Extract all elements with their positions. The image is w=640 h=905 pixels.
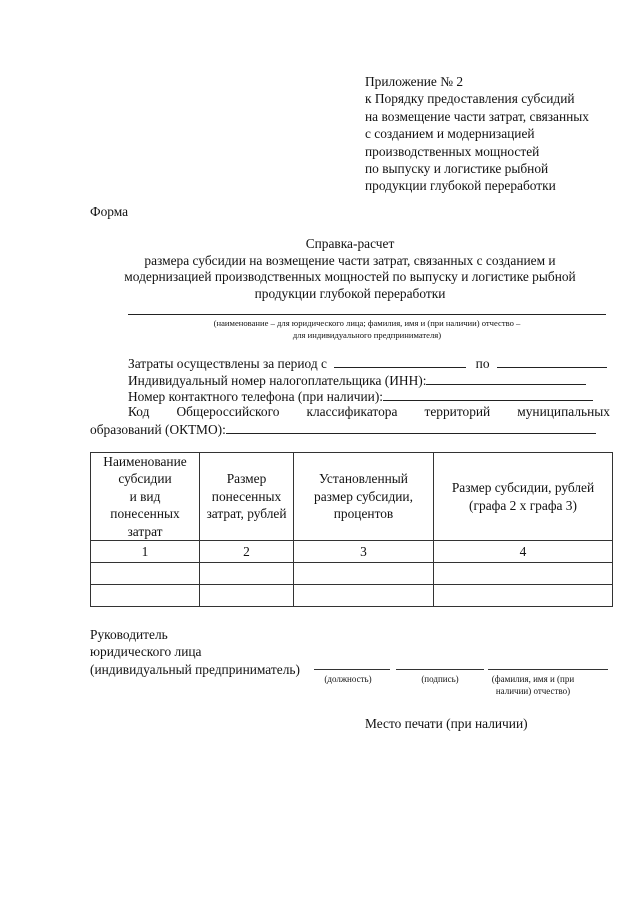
subsidy-table: [90, 452, 613, 607]
caption-line: (фамилия, имя и (при: [491, 674, 575, 684]
table-cell[interactable]: [91, 585, 200, 607]
appendix-block: [365, 73, 625, 195]
header-line: Наименование: [103, 454, 187, 469]
full-name-field[interactable]: [488, 669, 608, 670]
column-number: 2: [200, 541, 294, 563]
column-number: 1: [91, 541, 200, 563]
title-line: модернизацией производственных мощностей по выпуску и логистике рыбной: [124, 269, 576, 285]
oktmo-word: Общероссийского: [176, 404, 280, 419]
position-caption: (должность): [324, 674, 372, 684]
period-label: Затраты осуществлены за период с: [128, 356, 327, 371]
header-line: размер субсидии,: [314, 488, 413, 504]
applicant-name-caption: [128, 317, 606, 341]
caption-line: (наименование – для юридического лица; фамилия, имя и (при наличии) отчество –: [213, 318, 521, 328]
header-line: и вид: [129, 488, 161, 504]
header-cell-costs: [200, 453, 294, 541]
header-line: затрат: [127, 523, 163, 539]
appendix-line: на возмещение части затрат, связанных: [365, 108, 590, 124]
oktmo-word: классификатора: [306, 404, 398, 419]
period-to-label: по: [475, 356, 490, 371]
full-name-caption: [482, 673, 584, 697]
signature-field[interactable]: [396, 669, 484, 670]
oktmo-label: образований (ОКТМО):: [90, 422, 226, 437]
header-cell-subsidy: [434, 453, 613, 541]
signature-caption: (подпись): [421, 674, 459, 684]
table-cell[interactable]: [294, 585, 434, 607]
table-number-row: [91, 541, 613, 563]
oktmo-field[interactable]: [226, 421, 596, 434]
appendix-line: к Порядку предоставления субсидий: [365, 91, 575, 107]
phone-field[interactable]: [383, 388, 593, 401]
signature-line: юридического лица: [90, 644, 202, 660]
header-line: субсидии: [118, 471, 172, 487]
header-cell-rate: [294, 453, 434, 541]
period-to-field[interactable]: [497, 355, 607, 368]
header-line: Размер субсидии, рублей: [451, 480, 595, 496]
inn-field[interactable]: [426, 372, 586, 385]
appendix-line: с созданием и модернизацией: [365, 126, 535, 142]
oktmo-word: муниципальных: [517, 404, 610, 419]
position-field[interactable]: [314, 669, 390, 670]
appendix-line: продукции глубокой переработки: [365, 178, 556, 194]
table-cell[interactable]: [434, 563, 613, 585]
caption-line: для индивидуального предпринимателя): [292, 330, 442, 340]
table-row: [91, 585, 613, 607]
signature-line: Руководитель: [90, 627, 168, 642]
oktmo-row-2: [90, 421, 596, 438]
caption-line: наличии) отчество): [495, 686, 571, 696]
oktmo-word: Код: [128, 404, 150, 419]
stamp-place: Место печати (при наличии): [365, 716, 528, 731]
inn-row: [128, 372, 586, 389]
header-cell-expense: [91, 453, 200, 541]
phone-row: [128, 388, 593, 405]
table-row: [91, 563, 613, 585]
header-line: Установленный: [319, 471, 408, 487]
document-title: [90, 236, 610, 302]
table-cell[interactable]: [294, 563, 434, 585]
period-from-field[interactable]: [334, 355, 466, 368]
oktmo-word: территорий: [424, 404, 491, 419]
table-cell[interactable]: [200, 585, 294, 607]
form-label: Форма: [90, 204, 129, 219]
table-cell[interactable]: [200, 563, 294, 585]
header-line: Размер: [226, 471, 267, 487]
table-cell[interactable]: [434, 585, 613, 607]
title-line: размера субсидии на возмещение части затрат, связанных с созданием и: [144, 252, 556, 268]
column-number: 3: [294, 541, 434, 563]
table-header-row: [91, 453, 613, 541]
appendix-line: Приложение № 2: [365, 74, 464, 89]
header-line: понесенных: [211, 488, 282, 504]
phone-label: Номер контактного телефона (при наличии):: [128, 389, 384, 404]
column-number: 4: [434, 541, 613, 563]
title-line: Справка-расчет: [305, 236, 395, 251]
title-line: продукции глубокой переработки: [254, 285, 446, 301]
oktmo-row: [128, 404, 610, 420]
header-line: понесенных: [110, 506, 180, 522]
period-row: [128, 355, 607, 372]
appendix-line: производственных мощностей: [365, 143, 540, 159]
header-line: процентов: [333, 506, 394, 522]
header-line: затрат, рублей: [206, 506, 287, 522]
table-cell[interactable]: [91, 563, 200, 585]
appendix-line: по выпуску и логистике рыбной: [365, 161, 549, 177]
signature-block: [90, 626, 300, 678]
inn-label: Индивидуальный номер налогоплательщика (ИНН):: [128, 373, 427, 388]
signature-line: (индивидуальный предприниматель): [90, 661, 300, 677]
header-line: (графа 2 х графа 3): [469, 497, 577, 513]
applicant-name-line[interactable]: [128, 314, 606, 315]
